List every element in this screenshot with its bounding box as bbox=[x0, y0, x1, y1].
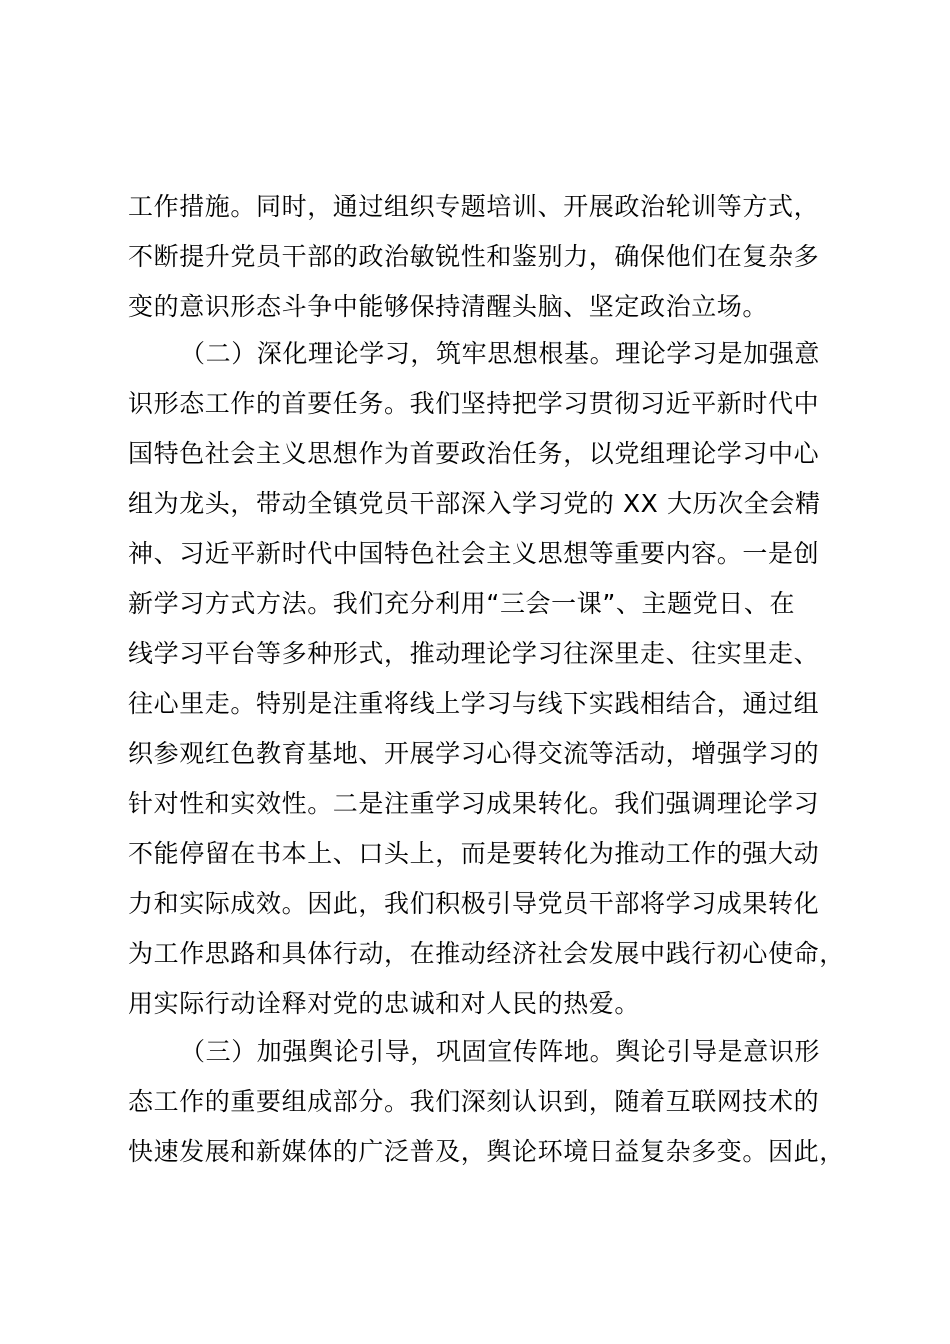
paragraph-line: 快速发展和新媒体的广泛普及，舆论环境日益复杂多变。因此， bbox=[128, 1137, 845, 1166]
paragraph-line: 为工作思路和具体行动，在推动经济社会发展中践行初心使命， bbox=[128, 939, 845, 968]
paragraph-line: 往心里走。特别是注重将线上学习与线下实践相结合，通过组 bbox=[128, 689, 820, 718]
paragraph-line: 不断提升党员干部的政治敏锐性和鉴别力，确保他们在复杂多 bbox=[128, 242, 820, 271]
paragraph-line: 不能停留在书本上、口头上，而是要转化为推动工作的强大动 bbox=[128, 839, 820, 868]
paragraph-line: 力和实际成效。因此，我们积极引导党员干部将学习成果转化 bbox=[128, 889, 820, 918]
paragraph-line: 织参观红色教育基地、开展学习心得交流等活动，增强学习的 bbox=[128, 739, 820, 768]
paragraph-line: 线学习平台等多种形式，推动理论学习往深里走、往实里走、 bbox=[128, 639, 820, 668]
paragraph-line: 针对性和实效性。二是注重学习成果转化。我们强调理论学习 bbox=[128, 789, 820, 818]
paragraph-line: 识形态工作的首要任务。我们坚持把学习贯彻习近平新时代中 bbox=[128, 389, 820, 418]
paragraph-line: 用实际行动诠释对党的忠诚和对人民的热爱。 bbox=[128, 989, 641, 1018]
paragraph-public-opinion bbox=[128, 1027, 845, 1177]
paragraph-line: 工作措施。同时，通过组织专题培训、开展政治轮训等方式， bbox=[128, 192, 820, 221]
paragraph-line: 组为龙头，带动全镇党员干部深入学习党的 XX 大历次全会精 bbox=[128, 489, 821, 518]
paragraph-line: （二）深化理论学习，筑牢思想根基。理论学习是加强意 bbox=[180, 339, 821, 368]
paragraph-line: 态工作的重要组成部分。我们深刻认识到，随着互联网技术的 bbox=[128, 1087, 820, 1116]
paragraph-line: 神、习近平新时代中国特色社会主义思想等重要内容。一是创 bbox=[128, 539, 820, 568]
paragraph-continuation bbox=[128, 182, 840, 332]
paragraph-line: （三）加强舆论引导，巩固宣传阵地。舆论引导是意识形 bbox=[180, 1037, 821, 1066]
paragraph-line: 变的意识形态斗争中能够保持清醒头脑、坚定政治立场。 bbox=[128, 292, 769, 321]
paragraph-line: 国特色社会主义思想作为首要政治任务，以党组理论学习中心 bbox=[128, 439, 820, 468]
paragraph-theory-study bbox=[128, 329, 845, 1029]
paragraph-line: 新学习方式方法。我们充分利用“三会一课”、主题党日、在 bbox=[128, 589, 796, 618]
